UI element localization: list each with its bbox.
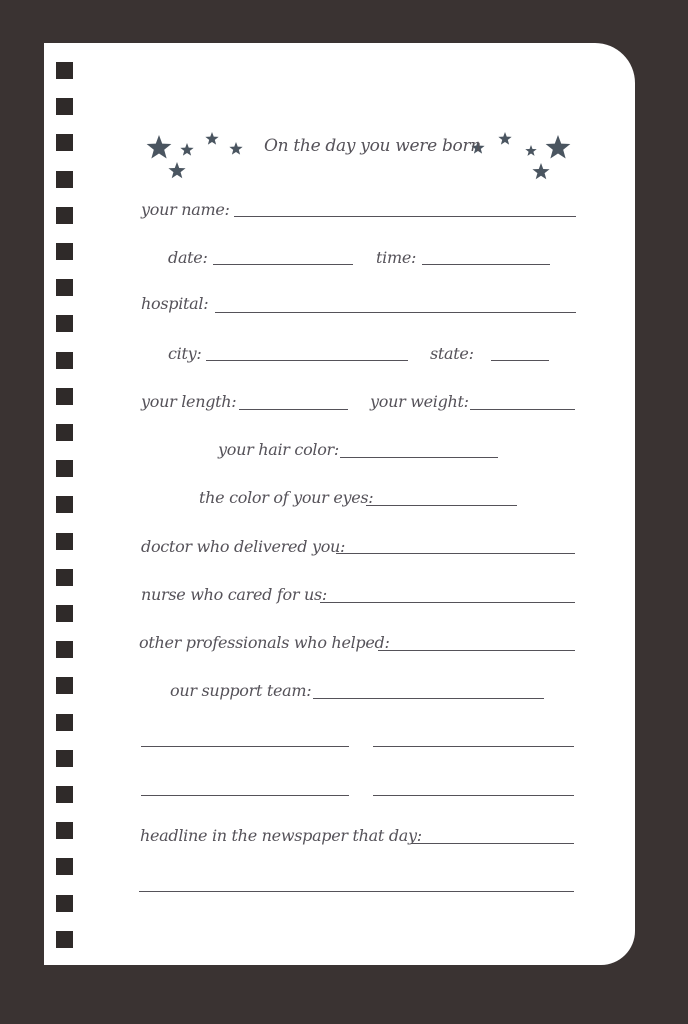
binding-hole <box>56 822 73 839</box>
binding-hole <box>56 243 73 260</box>
binding-hole <box>56 641 73 658</box>
doctor-label: doctor who delivered you: <box>141 537 346 556</box>
other-professionals-field[interactable] <box>378 650 575 651</box>
city-field[interactable] <box>206 360 408 361</box>
binding-hole <box>56 786 73 803</box>
star-icon <box>228 141 244 157</box>
state-label: state: <box>430 344 474 363</box>
your-length-field[interactable] <box>239 409 348 410</box>
hair-color-label: your hair color: <box>218 440 339 459</box>
date-field[interactable] <box>213 264 353 265</box>
nurse-label: nurse who cared for us: <box>141 585 327 604</box>
binding-hole <box>56 424 73 441</box>
state-field[interactable] <box>491 360 549 361</box>
binding-hole <box>56 279 73 296</box>
other-professionals-label: other professionals who helped: <box>139 633 390 652</box>
binding-hole <box>56 895 73 912</box>
hospital-field[interactable] <box>215 312 576 313</box>
star-icon <box>167 161 187 181</box>
eye-color-label: the color of your eyes: <box>199 488 374 507</box>
support-team-field-4[interactable] <box>141 795 349 796</box>
binding-hole <box>56 98 73 115</box>
support-team-field-3[interactable] <box>373 746 574 747</box>
headline-field[interactable] <box>411 843 574 844</box>
binding-hole <box>56 569 73 586</box>
binding-hole <box>56 496 73 513</box>
support-team-field-5[interactable] <box>373 795 574 796</box>
binding-hole <box>56 315 73 332</box>
binding-hole <box>56 858 73 875</box>
headline-field-2[interactable] <box>139 891 574 892</box>
headline-label: headline in the newspaper that day: <box>140 826 422 845</box>
date-label: date: <box>168 248 208 267</box>
support-team-field[interactable] <box>313 698 544 699</box>
binding-hole <box>56 134 73 151</box>
binding-hole <box>56 388 73 405</box>
binding-hole <box>56 62 73 79</box>
binding-hole <box>56 533 73 550</box>
binding-hole <box>56 207 73 224</box>
star-icon <box>497 131 513 147</box>
hospital-label: hospital: <box>141 294 209 313</box>
star-icon <box>531 162 551 182</box>
support-team-label: our support team: <box>170 681 312 700</box>
binding-hole <box>56 677 73 694</box>
binding-hole <box>56 931 73 948</box>
your-weight-label: your weight: <box>370 392 469 411</box>
your-name-label: your name: <box>141 200 230 219</box>
time-label: time: <box>376 248 417 267</box>
binding-hole <box>56 750 73 767</box>
city-label: city: <box>168 344 202 363</box>
star-icon <box>145 134 173 162</box>
hair-color-field[interactable] <box>340 457 498 458</box>
star-icon <box>179 142 195 158</box>
support-team-field-2[interactable] <box>141 746 349 747</box>
your-length-label: your length: <box>141 392 237 411</box>
your-name-field[interactable] <box>234 216 576 217</box>
binding-hole <box>56 352 73 369</box>
page-title: On the day you were born <box>264 136 481 156</box>
star-icon <box>204 131 220 147</box>
your-weight-field[interactable] <box>470 409 575 410</box>
doctor-field[interactable] <box>336 553 575 554</box>
binding-hole <box>56 714 73 731</box>
binding-hole <box>56 605 73 622</box>
nurse-field[interactable] <box>320 602 575 603</box>
binding-hole <box>56 460 73 477</box>
star-icon <box>524 144 538 158</box>
star-icon <box>544 134 572 162</box>
eye-color-field[interactable] <box>366 505 517 506</box>
time-field[interactable] <box>422 264 550 265</box>
binding-hole <box>56 171 73 188</box>
